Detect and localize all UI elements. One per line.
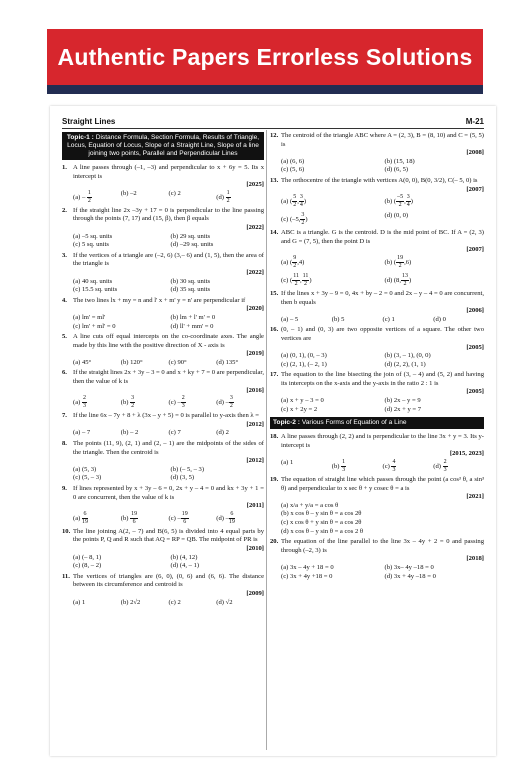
option-c: (c) $\frac{4}{3}$ xyxy=(382,459,396,474)
column-divider xyxy=(266,130,267,750)
question-20 xyxy=(270,538,484,581)
option-b: (b) 2√2 xyxy=(120,598,141,606)
option-c: (c) 7 xyxy=(168,429,181,437)
q-text: If the line 6x – 7y + 8 + λ (3x – y + 5) = 0 is parallel to y-axis then λ = xyxy=(73,412,259,420)
q-number: 7. xyxy=(62,412,67,420)
q-number: 5. xyxy=(62,333,67,341)
header-rule xyxy=(62,128,484,129)
topic-label: Topic-1 : xyxy=(66,134,94,141)
option-a: (a) (0, 1), (0, – 3) xyxy=(281,352,327,360)
option-c: (c) x cos θ + y sin θ = a cos 2θ xyxy=(281,519,362,526)
option-a: (a) $\frac{2}{3}$ xyxy=(73,395,86,410)
q-number: 9. xyxy=(62,485,67,492)
option-d: (d) (8, $\frac{13}{2}$ ) xyxy=(384,272,412,287)
option-c: (c) (2, 1), (– 2, 1) xyxy=(281,360,327,368)
option-c: (c) (8, – 2) xyxy=(73,562,102,570)
option-d: (d) 2 xyxy=(216,429,229,437)
q-year: [2021] xyxy=(466,493,484,501)
option-d: (d) 35 sq. units xyxy=(170,286,211,294)
q-year: [2008] xyxy=(466,149,484,157)
question-2 xyxy=(62,207,264,250)
question-8 xyxy=(62,440,264,483)
question-11 xyxy=(62,573,264,607)
question-6 xyxy=(62,369,264,410)
option-c: (c) – $\frac{19}{6}$ xyxy=(168,510,188,525)
option-a: (a) (6, 6) xyxy=(281,157,305,165)
question-7 xyxy=(62,412,264,438)
option-d: (d) 0 xyxy=(433,315,446,323)
q-text: The two lines lx + my = n and l' x + m' y = n' are perpendicular if xyxy=(73,296,246,304)
question-1 xyxy=(62,164,264,205)
q-number: 17. xyxy=(270,371,279,379)
option-b: (b) 5 xyxy=(331,315,345,323)
option-a: (a) ( $\frac{9}{2}$ ,4) xyxy=(281,254,305,269)
banner-underline xyxy=(47,85,483,94)
option-b: (b) 3x– 4y –18 = 0 xyxy=(384,563,434,571)
q-text: A line passes through (2, 2) and is perpendicular to the line 3x + y = 3. Its y-intercept is xyxy=(281,433,484,449)
option-c: (c) 1 xyxy=(382,315,395,323)
page-number: M-21 xyxy=(465,117,484,126)
option-c: (c) lm' + ml' = 0 xyxy=(73,322,116,330)
q-text: The orthocentre of the triangle with vertices A(0, 0), B(0, 3/2), C(– 5, 0) is xyxy=(281,176,478,184)
option-c: (c) ( $\frac{11}{2}$ , $\frac{11}{2}$ ) xyxy=(281,272,312,287)
option-a: (a) –5 sq. units xyxy=(73,232,113,240)
option-d: (d) (2, 2), (1, 1) xyxy=(384,360,426,368)
option-d: (d) 3x + 4y –18 = 0 xyxy=(384,572,436,580)
q-year: [2007] xyxy=(466,185,484,193)
q-number: 16. xyxy=(270,326,279,334)
option-b: (b) 29 sq. units xyxy=(170,232,211,240)
q-text: If the lines x + 3y – 9 = 0, 4x + by – 2 = 0 and 2x – y – 4 = 0 are concurrent, then b equals xyxy=(281,289,484,306)
option-a: (a) x/a + y/a = a cos θ xyxy=(281,501,339,509)
option-a: (a) ( $\frac{5}{2}$ , $\frac{3}{4}$ ) xyxy=(281,194,307,209)
q-number: 11. xyxy=(62,572,70,580)
q-text: If lines represented by x + 3y – 6 = 0, 2x + y – 4 = 0 and kx + 3y + 1 = 0 are concurrent, then the value of k is xyxy=(73,485,264,501)
topic-text: Various Forms of Equation of a Line xyxy=(301,419,407,427)
q-year: [2018] xyxy=(466,555,484,563)
option-c: (c) 5 sq. units xyxy=(73,241,109,249)
question-16 xyxy=(270,326,484,369)
option-a: (a) 45° xyxy=(73,358,92,366)
question-5 xyxy=(62,333,264,367)
option-d: (d) –29 sq. units xyxy=(170,241,214,249)
option-a: (a) lm' = ml' xyxy=(73,313,106,321)
q-text: The centroid of the triangle ABC where A = (2, 3), B = (8, 10) and C = (5, 5) is xyxy=(281,132,484,148)
q-text: The points (11, 9), (2, 1) and (2, – 1) are the midpoints of the sides of the triangle. Then the centroid is xyxy=(73,440,264,456)
option-b: (b) $\frac{19}{6}$ xyxy=(120,510,138,525)
option-b: (b) (– 5, – 3) xyxy=(170,465,205,473)
option-c: (c) x + 2y = 2 xyxy=(281,405,318,413)
option-b: (b) x cos θ – y sin θ = a cos 2θ xyxy=(281,510,362,518)
q-year: [2005] xyxy=(466,343,484,351)
option-d: (d) ll' + mm' = 0 xyxy=(170,322,214,330)
option-a: (a) 40 sq. units xyxy=(73,277,113,285)
q-year: [2011] xyxy=(246,502,264,510)
option-a: (a) (– 8, 1) xyxy=(73,553,102,561)
option-b: (b) – 2 xyxy=(120,429,139,437)
q-number: 18. xyxy=(270,433,279,441)
q-year: [2016] xyxy=(246,386,264,394)
chapter-title: Straight Lines xyxy=(62,117,116,126)
option-c: (c) 2 xyxy=(168,189,181,197)
q-number: 2. xyxy=(62,206,67,214)
question-18 xyxy=(270,433,484,474)
q-text: ABC is a triangle. G is the centroid. D is the mid point of BC. If A = (2, 3) and G = (7, 5), then the point D is xyxy=(281,229,484,245)
q-number: 13. xyxy=(270,176,279,184)
q-text: If the straight line 2x –3y + 17 = 0 is perpendicular to the line passing through the points (7, 17) and (15, β), then β equals xyxy=(73,206,264,223)
q-number: 19. xyxy=(270,476,279,484)
q-text: The equation to the line bisecting the join of (3, – 4) and (5, 2) and having its intercepts on the x-axis and the y-axis in the ratio 2 : 1 is xyxy=(281,371,484,387)
question-19 xyxy=(270,476,484,536)
q-year: [2015, 2023] xyxy=(449,450,484,458)
question-15 xyxy=(270,290,484,324)
q-number: 3. xyxy=(62,251,67,259)
question-9 xyxy=(62,485,264,526)
q-text: A line passes through (–1, –3) and perpendicular to x + 6y = 5. Its x intercept is xyxy=(73,164,264,180)
q-text: The equation of straight line which passes through the point (a cos³ θ, a sin³ θ) and perpendicular to x sec θ + y cosec θ = a is xyxy=(281,476,484,492)
q-year: [2020] xyxy=(246,305,264,313)
q-text: (0, – 1) and (0, 3) are two opposite vertices of a square. The other two vertices are xyxy=(281,326,484,342)
q-year: [2025] xyxy=(246,181,264,189)
q-text: The vertices of triangles are (6, 0), (0, 6) and (6, 6). The distance between its circumference and centroid is xyxy=(73,572,264,589)
option-c: (c) (–5, $\frac{3}{2}$ ) xyxy=(281,212,308,227)
option-c: (c) 90° xyxy=(168,358,187,366)
option-b: (b) (4, 12) xyxy=(170,553,198,561)
option-d: (d) – $\frac{6}{19}$ xyxy=(216,510,235,525)
option-d: (d) (6, 5) xyxy=(384,166,409,174)
q-text: The equation of the line parallel to the line 3x – 4y + 2 = 0 and passing through (–2, 3) is xyxy=(281,538,484,554)
option-a: (a) x + y – 3 = 0 xyxy=(281,397,324,405)
q-year: [2022] xyxy=(246,268,264,276)
q-year: [2005] xyxy=(466,388,484,396)
option-d: (d) √2 xyxy=(216,598,233,606)
question-4 xyxy=(62,297,264,331)
q-number: 10. xyxy=(62,527,71,535)
q-number: 4. xyxy=(62,296,67,304)
option-b: (b) $\frac{3}{2}$ xyxy=(120,395,135,410)
q-year: [2012] xyxy=(246,420,264,428)
option-d: (d) – $\frac{3}{2}$ xyxy=(216,395,233,410)
q-number: 8. xyxy=(62,440,67,448)
q-text: A line cuts off equal intercepts on the co-coordinate axes. The angle made by this line with the positive direction of X - axis is xyxy=(73,333,264,349)
question-10 xyxy=(62,528,264,571)
option-a: (a) – 5 xyxy=(281,315,299,323)
q-text: The line joining A(2, – 7) and B(6, 5) is divided into 4 equal parts by the points P, Q and R such that AQ = RP = QB. The midpoint of PR is xyxy=(73,527,264,544)
right-column xyxy=(270,132,484,581)
option-a: (a) $\frac{6}{19}$ xyxy=(73,510,88,525)
option-b: (b) $\frac{1}{3}$ xyxy=(331,459,346,474)
option-d: (d) $\frac{2}{3}$ xyxy=(433,459,447,474)
option-a: (a) – $\frac{1}{2}$ xyxy=(73,189,91,204)
q-year: [2007] xyxy=(466,246,484,254)
option-c: (c) (5, 6) xyxy=(281,166,305,174)
option-a: (a) – 7 xyxy=(73,429,91,437)
q-number: 15. xyxy=(270,289,279,297)
option-a: (a) 1 xyxy=(281,459,294,467)
q-text: If the straight lines 2x + 3y – 3 = 0 and x + ky + 7 = 0 are perpendicular, then the value of k is xyxy=(73,369,265,386)
q-year: [2006] xyxy=(466,307,484,315)
option-c: (c) 15.5 sq. units xyxy=(73,286,118,294)
question-3 xyxy=(62,252,264,295)
option-a: (a) 1 xyxy=(73,598,86,606)
option-b: (b) ( $\frac{-5}{2}$ , $\frac{3}{4}$ ) xyxy=(384,194,413,209)
option-a: (a) 3x – 4y + 18 = 0 xyxy=(281,563,334,571)
option-d: (d) 2x + y = 7 xyxy=(384,405,422,413)
topic-1-box xyxy=(62,132,264,160)
option-b: (b) 30 sq. units xyxy=(170,277,211,285)
q-number: 12. xyxy=(270,132,279,139)
option-c: (c) 3x + 4y +18 = 0 xyxy=(281,572,333,580)
q-number: 6. xyxy=(62,369,67,377)
option-b: (b) (15, 18) xyxy=(384,157,415,165)
option-c: (c) 2 xyxy=(168,598,181,606)
q-year: [2019] xyxy=(246,350,264,358)
page-header xyxy=(62,117,484,126)
option-a: (a) (5, 3) xyxy=(73,465,97,473)
topic-text: Distance Formula, Section Formula, Results of Triangle, Locus, Equation of Locus, Slope of a Straight Line, Slope of a line joining two points, Parallel and Perpendicular Lines xyxy=(67,134,260,157)
option-b: (b) –2 xyxy=(120,189,137,197)
option-d: (d) (3, 5) xyxy=(170,474,195,482)
topic-2-box xyxy=(270,417,484,429)
option-b: (b) 2x – y = 9 xyxy=(384,397,421,405)
q-year: [2012] xyxy=(246,457,264,465)
option-d: (d) 135° xyxy=(216,358,239,366)
option-d: (d) x cos θ – y sin θ = a cos 2 θ xyxy=(281,527,364,535)
question-13 xyxy=(270,177,484,227)
option-c: (c) – $\frac{2}{3}$ xyxy=(168,395,185,410)
option-b: (b) ( $\frac{19}{2}$ ,6) xyxy=(384,254,412,269)
question-14 xyxy=(270,229,484,288)
option-c: (c) (5, – 3) xyxy=(73,474,102,482)
option-d: (d) (0, 0) xyxy=(384,212,409,220)
left-column xyxy=(62,132,264,607)
option-d: (d) (4, – 1) xyxy=(170,562,200,570)
option-b: (b) lm + l' m' = 0 xyxy=(170,313,216,321)
q-text: If the vertices of a triangle are (–2, 6) (3,– 6) and (1, 5), then the area of the triangle is xyxy=(73,251,264,268)
option-d: (d) $\frac{1}{2}$ xyxy=(216,189,230,204)
question-17 xyxy=(270,371,484,414)
banner-title: Authentic Papers Errorless Solutions xyxy=(47,29,483,85)
option-b: (b) 120° xyxy=(120,358,143,366)
q-year: [2009] xyxy=(246,589,264,597)
q-year: [2010] xyxy=(246,544,264,552)
q-year: [2022] xyxy=(246,223,264,231)
topic-label: Topic-2 : xyxy=(273,419,300,427)
option-b: (b) (3, – 1), (0, 0) xyxy=(384,352,431,360)
q-number: 20. xyxy=(270,538,279,546)
question-12 xyxy=(270,132,484,175)
q-number: 14. xyxy=(270,229,279,237)
q-number: 1. xyxy=(62,164,67,171)
